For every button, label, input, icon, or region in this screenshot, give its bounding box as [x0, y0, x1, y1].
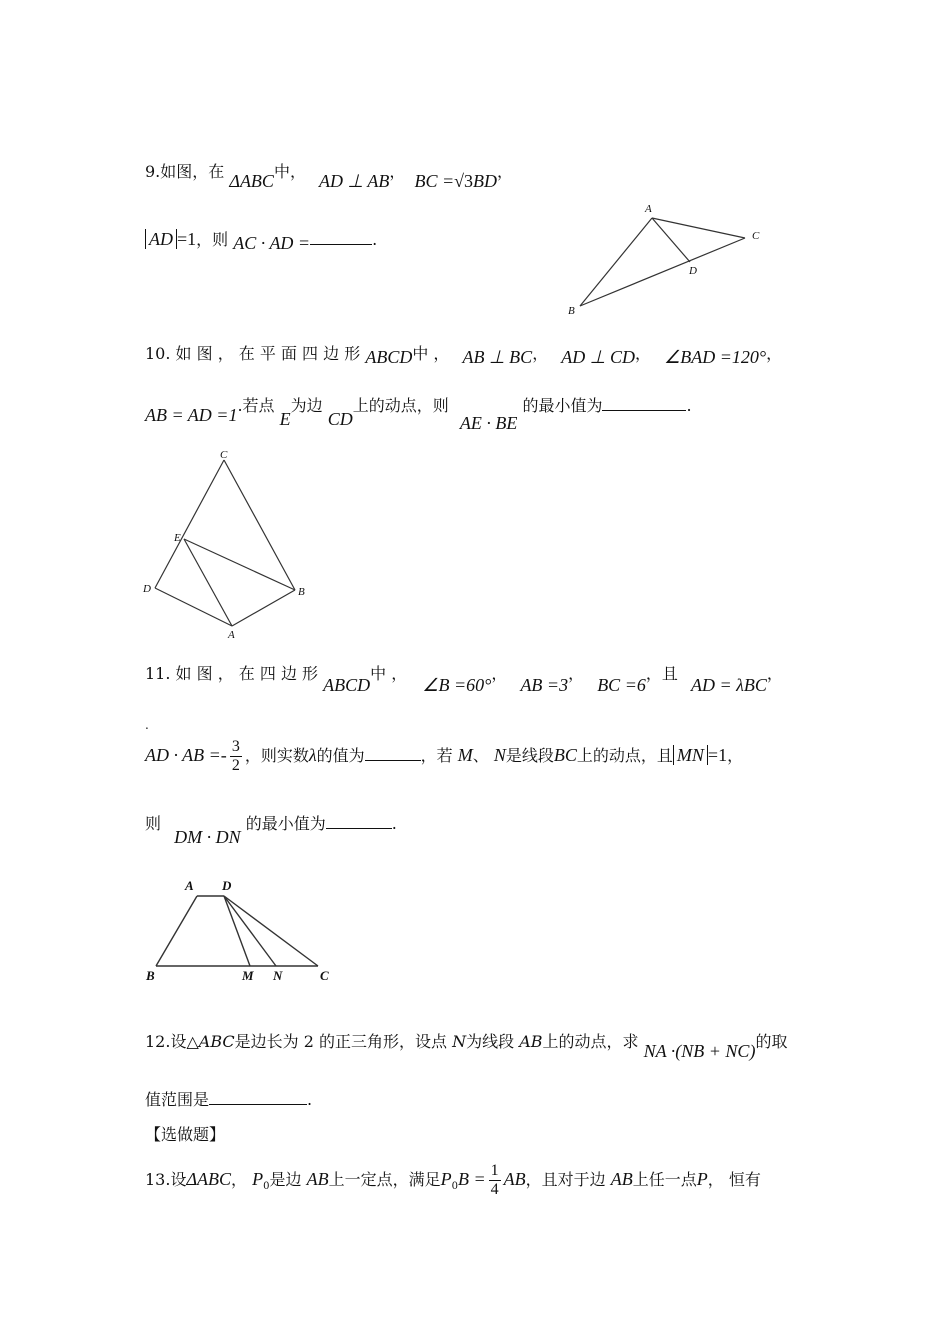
q11-label-a: A [185, 878, 194, 893]
q11-line-3: 则 DM · DN 的最小值为 . [145, 814, 397, 847]
q11-label-m: M [242, 968, 254, 983]
q10-label-e: E [174, 532, 181, 544]
q9-label-b: B [568, 305, 575, 317]
q9-label-d: D [689, 265, 697, 277]
q11-line-2: AD · AB =- $\frac{3}{2}$ ，则实数λ的值为 ，若 M、 N是线段BC上的动点，且 MN =1， [145, 738, 744, 774]
q12-expression: NA ·(NB + NC) [643, 1041, 756, 1061]
q13-fraction: $\frac{1}{4}$ [490, 1162, 499, 1198]
section-optional-title: 【选做题】 [145, 1125, 226, 1144]
q9-figure [560, 198, 780, 323]
q10-line-da [155, 588, 232, 626]
q10-line-2: AB = AD =1.若点 E为边 CD上的动点，则 AE · BE 的最小值为 . [145, 396, 692, 433]
q13-line-1: 13.设ΔABC， $P_0$是边 AB上一定点，满足$P_0B$ = $\frac{1}{4}$ AB，且对于边 AB上任一点P， 恒有 [145, 1162, 761, 1198]
q10-label-a: A [228, 629, 235, 641]
q9-line-1: 9.如图，在 ΔABC中， AD ⊥ AB， BC =√3BD， [145, 162, 514, 191]
q11-label-n: N [273, 968, 283, 983]
q10-label-c: C [220, 449, 228, 461]
q10-line-ab [232, 590, 295, 626]
q10-line-1: 10. 如 图 ， 在 平 面 四 边 形 ABCD中 ， AB ⊥ BC， AD ⊥ CD， ∠BAD =120°， [145, 344, 783, 367]
q10-number: 10. 如 图 ， 在 平 面 四 边 形 [145, 344, 361, 363]
q13-number: 13. [145, 1170, 171, 1189]
q11-answer-blank [326, 812, 392, 829]
q11-label-d: D [222, 878, 232, 893]
q12-number: 12. [145, 1032, 171, 1051]
q11-line-ab [156, 896, 197, 966]
q9-line-ab [580, 218, 652, 306]
q9-answer-blank [310, 228, 372, 245]
q9-abs-ad: AD [145, 229, 177, 249]
q12-line-2: 值范围是 . [145, 1090, 313, 1109]
q9-triangle: ΔABC [229, 171, 274, 191]
q10-label-b: B [298, 586, 305, 598]
q10-line-ea [184, 539, 232, 626]
q11-expression: DM · DN [174, 827, 241, 847]
q10-line-cd [155, 460, 224, 588]
q9-line-2: AD =1，则 AC · AD = . [145, 228, 805, 251]
q10-expression: AE · BE [459, 413, 518, 433]
q11-line-1: 11. 如 图 ， 在 四 边 形 ABCD中 ， ∠B =60°， AB =3， BC =6，且 AD = λBC， [145, 664, 783, 695]
q9-line-bc [580, 238, 745, 306]
q11-fraction: $\frac{3}{2}$ [231, 738, 240, 774]
q12-answer-blank [209, 1088, 307, 1105]
q11-number: 11. 如 图 ， 在 四 边 形 [145, 664, 319, 683]
q11-label-b: B [146, 968, 155, 983]
q11-line-dc [224, 896, 318, 966]
q12-line-1: 12.设△ABC是边长为 2 的正三角形，设点 N为线段 AB上的动点，求 NA ·(NB + NC)的取 [145, 1032, 788, 1061]
q9-label-a: A [645, 203, 652, 215]
q9-expression: AC · AD = [233, 233, 311, 253]
q10-line-eb [184, 539, 295, 590]
q11-dot: . [145, 718, 149, 732]
q10-answer-blank [602, 394, 686, 411]
q9-number: 9. [145, 162, 161, 181]
q11-line-dn [224, 896, 276, 966]
q10-line-cb [224, 460, 295, 590]
q9-label-c: C [752, 230, 760, 242]
q11-label-c: C [320, 968, 329, 983]
q11-lambda-blank [365, 744, 421, 761]
q10-figure [138, 446, 318, 646]
q11-figure [140, 872, 340, 987]
q10-label-d: D [143, 583, 151, 595]
